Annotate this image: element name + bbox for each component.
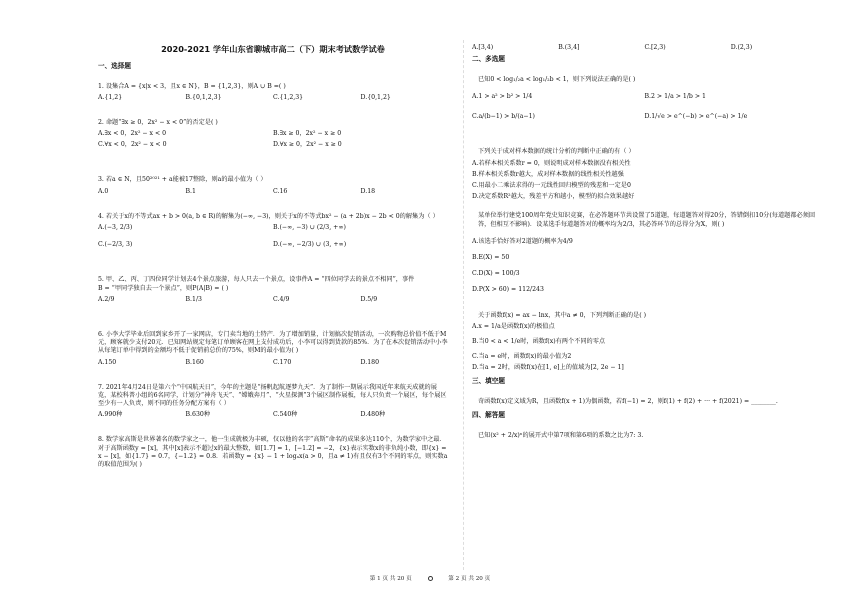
question-11: [472, 212, 817, 294]
option-b[interactable]: B.E(X) = 50: [472, 253, 510, 261]
question-10: [472, 148, 817, 201]
question-options: [98, 94, 448, 102]
option-c[interactable]: C.用最小二乘法求得的一元线性回归模型的残差和一定是0: [472, 182, 631, 190]
question-13: [472, 398, 817, 406]
option-b[interactable]: B.1/3: [185, 295, 202, 303]
question-options: [98, 296, 448, 304]
option-b[interactable]: B.∃x ≥ 0，2x² − x ≥ 0: [273, 130, 342, 138]
option-c[interactable]: C.当a = e时，函数f(x)的最小值为2: [472, 353, 572, 361]
right-column: [472, 44, 817, 445]
option-d[interactable]: D.5/9: [360, 295, 378, 303]
question-options: [472, 323, 817, 373]
question-options: [98, 224, 448, 249]
page-number-right: 第 2 页 共 20 页: [448, 576, 491, 582]
option-a[interactable]: A.150: [98, 358, 117, 366]
question-7: [98, 384, 448, 420]
question-6: [98, 331, 448, 367]
option-a[interactable]: A.若样本相关系数r = 0，则说明成对样本数据没有相关性: [472, 159, 631, 167]
question-stem-continued: B = “甲同学独自去一个景点”，则P(A|B) = ( ): [98, 284, 229, 292]
option-c[interactable]: C.(−2/3, 3): [98, 241, 133, 249]
question-stem: 已知0 < log₁/₂a < log₁/₂b < 1，则下列说法正确的是( ): [478, 75, 636, 83]
option-d[interactable]: D.{0,1,2}: [360, 93, 391, 101]
option-c[interactable]: C.∀x < 0，2x² − x < 0: [98, 141, 167, 149]
option-d[interactable]: D.480种: [360, 411, 386, 419]
question-options: [98, 359, 448, 367]
question-options: [472, 238, 817, 295]
option-a[interactable]: A.0: [98, 187, 109, 195]
question-stem: 5. 甲、乙、丙、丁四位同学计划去4个景点旅游，每人只去一个景点，设事件A = “四位同学去的景点不相同”，事件: [98, 276, 415, 284]
option-a[interactable]: A.{1,2}: [98, 93, 123, 101]
option-c[interactable]: C.16: [273, 187, 288, 195]
question-options: [472, 93, 817, 121]
question-options: [98, 188, 448, 196]
option-a[interactable]: A.2/9: [98, 295, 115, 303]
section-solve: 四、解答题: [472, 411, 505, 420]
left-column: [98, 44, 448, 474]
option-b[interactable]: B.160: [185, 358, 204, 366]
option-b[interactable]: B.当0 < a < 1/e时，函数f(x)有两个不同的零点: [472, 337, 606, 345]
question-3: [98, 176, 448, 195]
question-stem: 某单位举行建党100周年党史知识竞赛，在必答题环节共设置了5道题，每道题答对得20分，答错倒扣10分(每道题都必须回答，但相互不影响)．设某选手每道题答对的概率均为2/3，其必答环节的总得分为X，则( ): [478, 212, 816, 228]
option-c[interactable]: C.540种: [273, 411, 298, 419]
option-d[interactable]: D.1/√e > e^(−b) > e^(−a) > 1/e: [644, 113, 748, 121]
option-a[interactable]: A.∃x < 0，2x² − x < 0: [98, 130, 167, 138]
option-d[interactable]: D.P(X > 60) = 112/243: [472, 286, 544, 294]
question-options: [98, 411, 448, 419]
option-b[interactable]: B.1: [185, 187, 196, 195]
question-1: [98, 83, 448, 102]
question-options: [98, 130, 448, 149]
option-a[interactable]: A.1 > a² > b² > 1/4: [472, 93, 533, 101]
question-stem: 奇函数f(x)定义域为R，且函数f(x + 1)为偶函数，若f(−1) = 2，则f(1) + f(2) + ··· + f(2021) = ________.: [478, 398, 778, 406]
question-stem: 3. 若a ∈ N，且50²⁰²¹ + a能被17整除，则a的最小值为（ ）: [98, 176, 267, 184]
option-b[interactable]: B.630种: [185, 411, 211, 419]
question-8: [98, 436, 448, 469]
page-footer: [0, 576, 860, 583]
option-c[interactable]: C.4/9: [273, 295, 290, 303]
option-d[interactable]: D.180: [360, 358, 380, 366]
question-stem: 7. 2021年4月24日是第六个“中国航天日”，今年的主题是“扬帆起航逐梦九天”．为了制作一期展示我国近年来航天成就的展览，某校科普小组的6名同学，计划分“神舟飞天”、“嫦娥奔月”、“火星探测”3个展区制作展板，每人只负责一个展区，每个展区至少有一人负责，则不同的任务分配方案有（ ）: [98, 383, 447, 408]
page-title: 2020-2021 学年山东省聊城市高二（下）期末考试数学试卷: [161, 44, 385, 54]
question-stem: 6. 小李大学毕业后回到家乡开了一家网店，专门卖当地的土特产．为了增加销量，计划搞次促销活动，一次购物总价值不低于M元，顾客就少支付20元．已知网站规定每笔订单顾客在网上支付成功后，小李可以得到货款的85%．为了在本次促销活动中小李从每笔订单中得到的金额均不低于促销前总价的75%，则M的最小值为( ): [98, 330, 448, 355]
question-4: [98, 213, 448, 250]
option-c[interactable]: C.a/(b−1) > b/(a−1): [472, 113, 535, 121]
binding-hole-icon: [428, 576, 433, 581]
option-d[interactable]: D.∀x ≥ 0，2x² − x ≥ 0: [273, 141, 342, 149]
page-number-left: 第 1 页 共 20 页: [369, 576, 412, 582]
option-b[interactable]: B.(3,4]: [558, 44, 580, 51]
question-options: [472, 160, 817, 202]
question-stem: 下列关于成对样本数据的统计分析的判断中正确的有（ ）: [478, 148, 635, 156]
option-c[interactable]: C.[2,3): [644, 44, 666, 51]
option-d[interactable]: D.(2,3): [730, 44, 753, 51]
option-b[interactable]: B.样本相关系数r越大，成对样本数据的线性相关性越强: [472, 170, 624, 178]
question-9: [472, 76, 817, 122]
column-divider: [463, 40, 464, 570]
option-c[interactable]: C.D(X) = 100/3: [472, 270, 520, 278]
option-b[interactable]: B.(−∞, −3) ∪ (2/3, +∞): [273, 224, 346, 232]
option-d[interactable]: D.决定系数R²越大，残差平方和越小，模型的拟合效果越好: [472, 193, 635, 201]
option-d[interactable]: D.18: [360, 187, 376, 195]
option-a[interactable]: A.[3,4): [472, 44, 494, 51]
option-a[interactable]: A.(−3, 2/3): [98, 224, 133, 232]
question-stem: 8. 数学家高斯是世界著名的数学家之一，他一生成就极为丰硕，仅以他的名字“高斯”命名的成果多达110个，为数学家中之最．对于高斯函数y = [x]，其中[x]表示不超过x的最大整数，如[1.7] = 1，[−1.2] = −2，{x}表示实数x的非负纯小数，即{x} = x − [x]，如{1.7} = 0.7，{−1.2} = 0.8．若函数y = {x} − 1 + logₐx(a > 0，且a ≠ 1)有且仅有3个不同的零点，则实数a的取值范围为( ): [98, 436, 448, 469]
option-a[interactable]: A.990种: [98, 411, 123, 419]
option-b[interactable]: B.{0,1,2,3}: [185, 93, 222, 101]
section-multi-choice: 二、多选题: [472, 55, 505, 64]
question-stem: 4. 若关于x的不等式ax + b > 0(a, b ∈ R)的解集为(−∞, −3)，则关于x的不等式bx² − (a + 2b)x − 2b < 0的解集为（ ）: [98, 212, 439, 220]
option-d[interactable]: D.当a = 2时，函数f(x)在[1, e]上的值域为[2, 2e − 1]: [472, 364, 624, 372]
question-stem: 已知(x² + 2/x)ⁿ的展开式中第7项和第6项的系数之比为7: 3.: [478, 432, 644, 440]
option-d[interactable]: D.(−∞, −2/3) ∪ (3, +∞): [273, 241, 347, 249]
question-2: [98, 119, 448, 150]
question-stem: 1. 设集合A = {x|x < 3，且x ∈ N}，B = {1,2,3}，则A ∪ B =( ): [98, 82, 286, 90]
question-8-options: [472, 44, 817, 52]
section-single-choice: 一、选择题: [98, 61, 131, 70]
question-17: [472, 432, 817, 440]
question-stem: 2. 命题“∃x ≥ 0，2x² − x < 0”的否定是( ): [98, 118, 218, 126]
section-fill-blank: 三、填空题: [472, 377, 505, 386]
option-a[interactable]: A.x = 1/a是函数f(x)的极值点: [472, 322, 555, 330]
option-c[interactable]: C.170: [273, 358, 292, 366]
question-12: [472, 312, 817, 373]
question-stem: 关于函数f(x) = ax − lnx，其中a ≠ 0，下列判断正确的是( ): [478, 311, 647, 319]
option-c[interactable]: C.{1,2,3}: [273, 93, 304, 101]
question-5: [98, 276, 448, 304]
option-b[interactable]: B.2 > 1/a > 1/b > 1: [644, 93, 706, 101]
option-a[interactable]: A.该选手恰好答对2道题的概率为4/9: [472, 237, 573, 245]
